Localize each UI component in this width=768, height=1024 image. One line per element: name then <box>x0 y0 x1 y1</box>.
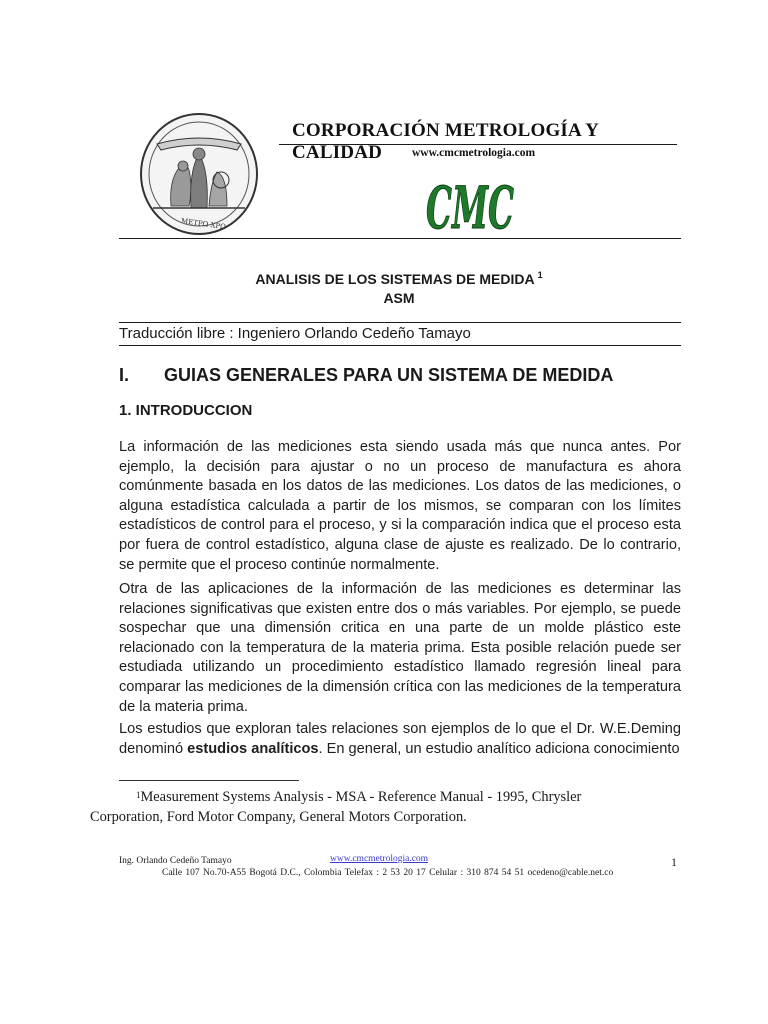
paragraph-3-text: Los estudios que exploran tales relaciones son ejemplos de lo que el Dr. W.E.Deming denominó <box>119 721 681 757</box>
footnote-text: Measurement Systems Analysis - MSA - Reference Manual - 1995, Chrysler Corporation, Ford Motor Company, General Motors Corporation. <box>90 789 582 825</box>
organization-website: www.cmcmetrologia.com <box>412 147 536 159</box>
seal-text: METPΩ XPΩ <box>180 216 227 232</box>
section-number: I. <box>119 365 130 385</box>
cmc-logo-text: CMC <box>426 174 514 242</box>
title-line-1: ANALISIS DE LOS SISTEMAS DE MEDIDA <box>255 271 535 287</box>
footer-author: Ing. Orlando Cedeño Tamayo <box>119 856 232 866</box>
paragraph-1: La información de las mediciones esta siendo usada más que nunca antes. Por ejemplo, la decisión para ajustar o no un proceso de manufactura es ahora comúnmente basada en los datos de las mediciones. Los datos de las mediciones, o alguna estadística calculada a partir de los mismos, se comparan con los límites estadísticos de control para el proceso, y si la comparación indica que el proceso esta por fuera de control estadístico, alguna clase de ajuste es realizado. De lo contrario, se permite que el proceso continúe normalmente. <box>119 439 681 573</box>
footer-address: Calle 107 No.70-A55 Bogotá D.C., Colombia Telefax : 2 53 20 17 Celular : 310 874 54 51 ocedeno@cable.net.co <box>162 868 614 878</box>
footnote-marker: 1 <box>136 790 141 800</box>
cmc-logo <box>422 168 518 240</box>
page-number: 1 <box>671 855 677 869</box>
section-title: GUIAS GENERALES PARA UN SISTEMA DE MEDIDA <box>164 365 614 385</box>
footnote-rule <box>119 780 299 781</box>
document-title <box>119 270 679 308</box>
header-rule-top <box>279 144 677 145</box>
paragraph-3-bold: estudios analíticos <box>187 740 319 757</box>
paragraph-3 <box>119 720 681 759</box>
header-rule-bottom <box>119 238 681 239</box>
translator-rule-bottom <box>119 345 681 346</box>
subsection-title: 1. INTRODUCCION <box>119 402 253 419</box>
organization-name: CORPORACIÓN METROLOGÍA Y CALIDAD <box>292 120 599 163</box>
translator-credit: Traducción libre : Ingeniero Orlando Cedeño Tamayo <box>119 325 471 342</box>
paragraph-2: Otra de las aplicaciones de la información de las mediciones es determinar las relaciones significativas que existen entre dos o más variables. Por ejemplo, se puede sospechar que una dimensión critica en una parte de un molde plástico este relacionado con la temperatura de la materia prima. Esta posible relación puede ser estudiada utilizando un procedimiento estadístico llamado regresión lineal para comparar las mediciones de la dimensión crítica con las mediciones de la temperatura de la materia prima. <box>119 581 681 715</box>
title-line-2: ASM <box>383 290 415 306</box>
footnote <box>90 787 650 827</box>
seal-emblem-image <box>119 110 279 237</box>
translator-rule-top <box>119 322 681 323</box>
paragraph-3-tail: . En general, un estudio analítico adiciona conocimiento <box>318 740 680 757</box>
footer-website-link[interactable]: www.cmcmetrologia.com <box>330 854 429 864</box>
title-footnote-ref: 1 <box>537 270 543 280</box>
